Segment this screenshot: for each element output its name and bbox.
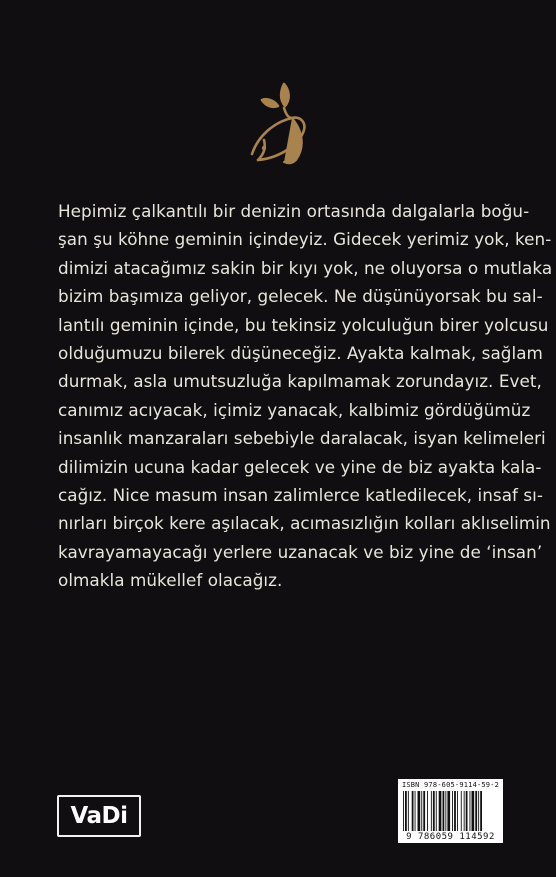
publisher-logo xyxy=(57,795,141,837)
blurb-line: olduğumuzu bilerek düşüneceğiz. Ayakta kalmak, sağlam xyxy=(58,343,543,364)
blurb-line: dimizi atacağımız sakin bir kıyı yok, ne oluyorsa o mutlaka xyxy=(58,257,553,278)
barcode-digits: 9 786059 114592 xyxy=(406,832,495,842)
blurb-line: şan şu köhne geminin içindeyiz. Gidecek yerimiz yok, ken- xyxy=(58,229,552,250)
isbn-label: ISBN 978-605-9114-59-2 xyxy=(401,781,500,789)
blurb-line: kavrayamayacağı yerlere uzanacak ve biz yine de ‘insan’ xyxy=(58,541,543,562)
blurb-line: dilimizin ucuna kadar gelecek ve yine de biz ayakta kala- xyxy=(58,456,542,477)
blurb-line: Hepimiz çalkantılı bir denizin ortasında dalgalarla boğu- xyxy=(58,201,530,221)
blurb-line: durmak, asla umutsuzluğa kapılmamak zorundayız. Evet, xyxy=(58,371,542,392)
fish-leaf-emblem-icon xyxy=(244,78,314,170)
back-cover-blurb xyxy=(58,197,553,595)
blurb-line: nırları birçok kere aşılacak, acımasızlığın kolları aklıselimin xyxy=(58,513,551,534)
isbn-barcode xyxy=(398,779,503,843)
blurb-line: cağız. Nice masum insan zalimlerce katledilecek, insaf sı- xyxy=(58,485,543,506)
blurb-line: canımız acıyacak, içimiz yanacak, kalbimiz gördüğümüz xyxy=(58,399,531,420)
publisher-logo-text: VaDi xyxy=(70,803,128,829)
blurb-line: olmakla mükellef olacağız. xyxy=(58,570,283,591)
blurb-line: bizim başımıza geliyor, gelecek. Ne düşünüyorsak bu sal- xyxy=(58,286,543,307)
blurb-line: lantılı geminin içinde, bu tekinsiz yolculuğun birer yolcusu xyxy=(58,314,549,335)
blurb-line: insanlık manzaraları sebebiyle daralacak, isyan kelimeleri xyxy=(58,428,546,449)
barcode-bars xyxy=(401,791,500,831)
